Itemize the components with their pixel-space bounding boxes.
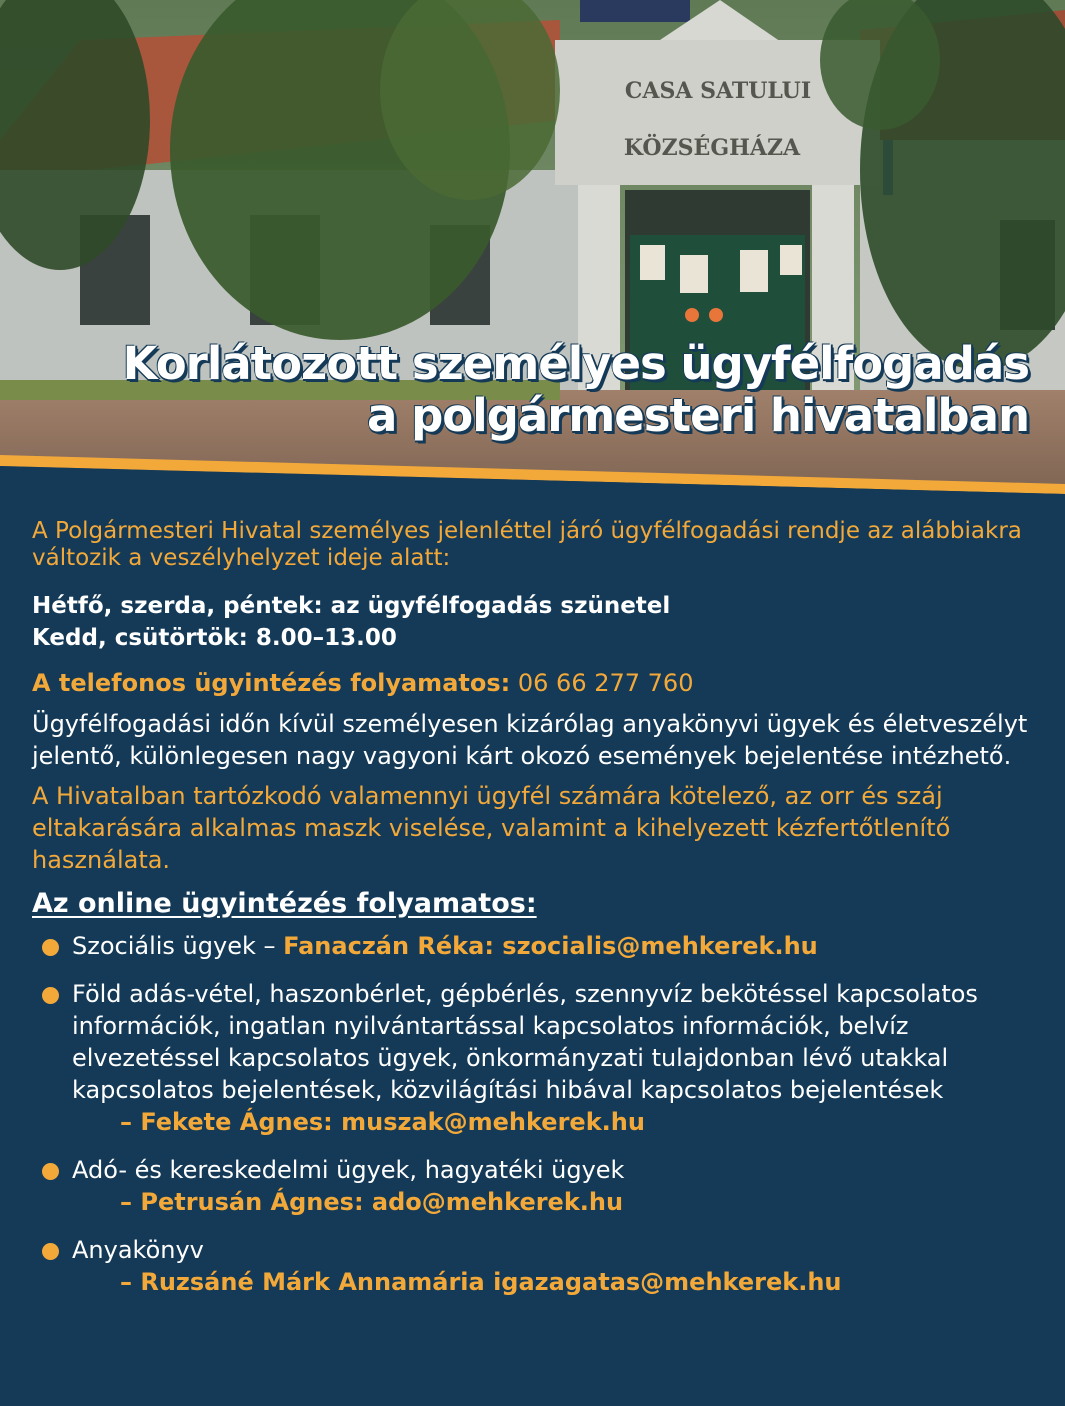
service-list xyxy=(32,930,1042,1298)
sign-casa-satului: CASA SATULUI xyxy=(624,78,812,104)
hours-open-days: Kedd, csütörtök: 8.00–13.00 xyxy=(32,625,397,651)
service-contact: – Fekete Ágnes: muszak@mehkerek.hu xyxy=(120,1108,645,1136)
mask-notice: A Hivatalban tartózkodó valamennyi ügyfél számára kötelező, az orr és száj eltakarására alkalmas maszk viselése, valamint a kihelyezett kézfertőtlenítő használata. xyxy=(32,782,951,874)
phone-line xyxy=(32,668,1042,698)
service-text: Föld adás-vétel, haszonbérlet, gépbérlés, szennyvíz bekötéssel kapcsolatos információk, ingatlan nyilvántartással kapcsolatos információk, belvíz elvezetéssel kapcsolatos ügyek, önkormányzati tulajdonban lévő utakkal kapcsolatos bejelentések, közvilágítási hibával kapcsolatos bejelentések xyxy=(72,980,978,1104)
online-title: Az online ügyintézés folyamatos: xyxy=(32,888,537,919)
phone-number: 06 66 277 760 xyxy=(517,669,694,697)
hours-closed-days: Hétfő, szerda, péntek: az ügyfélfogadás szünetel xyxy=(32,593,671,619)
bullet-icon xyxy=(42,987,59,1004)
headline xyxy=(29,338,1029,442)
service-item-land xyxy=(32,978,1042,1138)
service-text: Szociális ügyek – xyxy=(72,932,284,960)
office-hours xyxy=(32,590,1042,654)
service-contact: – Ruzsáné Márk Annamária igazagatas@mehkerek.hu xyxy=(120,1268,842,1296)
service-text: Anyakönyv xyxy=(72,1236,204,1264)
headline-line-2: a polgármesteri hivatalban xyxy=(367,389,1029,442)
service-item-registry xyxy=(32,1234,1042,1298)
headline-line-1: Korlátozott személyes ügyfélfogadás xyxy=(122,337,1029,390)
outside-hours-text: Ügyfélfogadási időn kívül személyesen kizárólag anyakönyvi ügyek és életveszélyt jelentő, különlegesen nagy vagyoni kárt okozó események bejelentése intézhető. xyxy=(32,710,1028,770)
intro-text: A Polgármesteri Hivatal személyes jelenléttel járó ügyfélfogadási rendje az alábbiakra változik a veszélyhelyzet ideje alatt: xyxy=(32,518,1022,571)
bullet-icon xyxy=(42,1163,59,1180)
service-text: Adó- és kereskedelmi ügyek, hagyatéki ügyek xyxy=(72,1156,625,1184)
diagonal-band xyxy=(0,0,1065,520)
service-item-tax xyxy=(32,1154,1042,1218)
bullet-icon xyxy=(42,939,59,956)
service-contact: Fanaczán Réka: szocialis@mehkerek.hu xyxy=(283,932,818,960)
sign-kozseghaza: KÖZSÉGHÁZA xyxy=(623,135,801,161)
notice-body xyxy=(32,518,1042,1314)
bullet-icon xyxy=(42,1243,59,1260)
service-item-social xyxy=(32,930,1042,962)
phone-label: A telefonos ügyintézés folyamatos: xyxy=(32,669,511,697)
service-contact: – Petrusán Ágnes: ado@mehkerek.hu xyxy=(120,1188,624,1216)
